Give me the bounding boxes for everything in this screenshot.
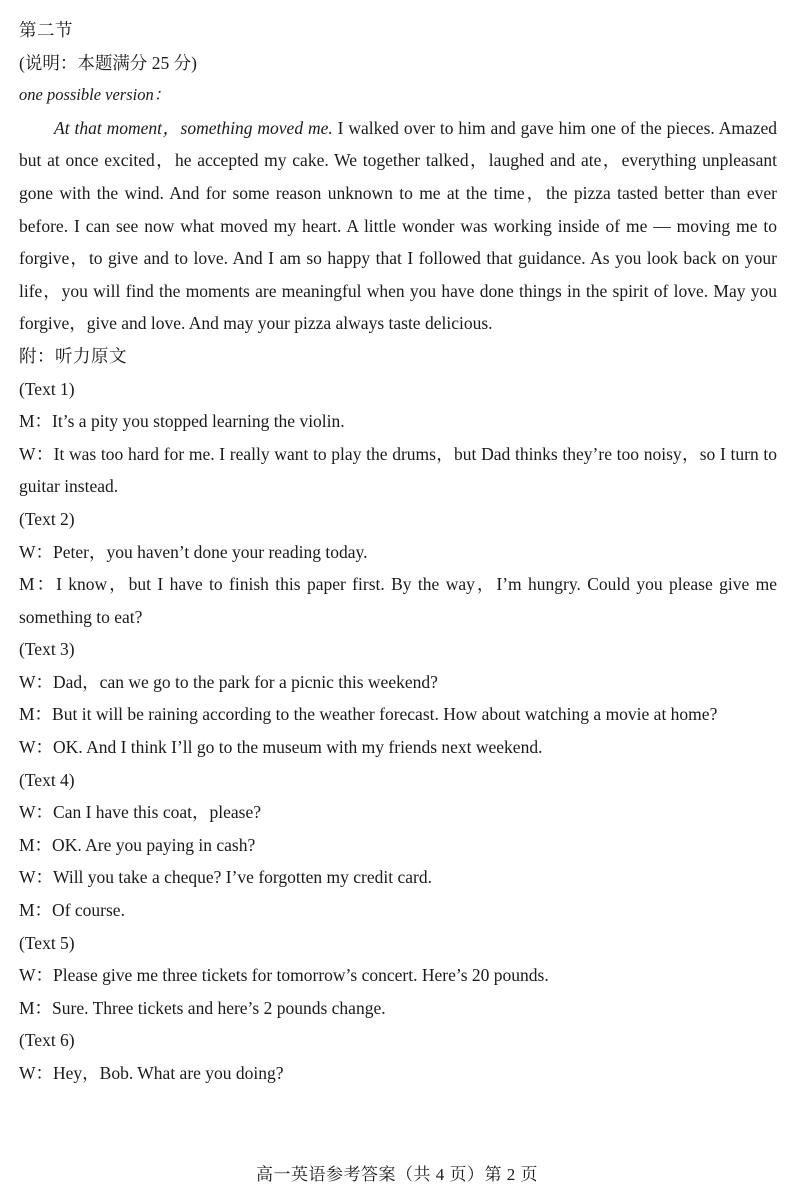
appendix-title: 附：听力原文 — [19, 345, 127, 366]
version-label: one possible version： — [19, 85, 171, 105]
text-label: (Text 5) — [19, 932, 75, 953]
dialogue-line: M：OK. Are you paying in cash? — [19, 834, 256, 855]
dialogue-line: W：Hey，Bob. What are you doing? — [19, 1063, 284, 1083]
dialogue-line: M：It’s a pity you stopped learning the violin. — [19, 411, 345, 432]
dialogue-line: W：Peter，you haven’t done your reading today. — [19, 541, 368, 562]
dialogue-line: W：OK. And I think I’ll go to the museum with my friends next weekend. — [19, 737, 543, 758]
dialogue-line: W：Please give me three tickets for tomorrow’s concert. Here’s 20 pounds. — [19, 965, 549, 986]
essay-paragraph — [19, 112, 777, 340]
text-label: (Text 2) — [19, 508, 75, 529]
essay-body: I walked over to him and gave him one of the pieces. Amazed but at once excited，he accepted my cake. We together talked，laughed and ate，everything unpleasant gone with the wind. And for some reason unknown to me at the time，the pizza tasted better than ever before. I can see now what moved my heart. A little wonder was working inside of me — moving me to forgive，to give and to love. And I am so happy that I followed that guidance. As you look back on your life，you will find the moments are meaningful when you have done things in the spirit of love. May you forgive，give and love. And may your pizza always taste delicious. — [19, 117, 778, 334]
dialogue-line: M：But it will be raining according to the weather forecast. How about watching a movie at home? — [19, 704, 718, 725]
essay-italic-opening: At that moment，something moved me. — [54, 117, 333, 138]
dialogue-line: W：Can I have this coat，please? — [19, 802, 261, 823]
text-label: (Text 4) — [19, 769, 75, 790]
text-label: (Text 1) — [19, 378, 75, 399]
text-label: (Text 6) — [19, 1030, 75, 1051]
dialogue-line: W：Dad，can we go to the park for a picnic this weekend? — [19, 671, 438, 692]
text-label: (Text 3) — [19, 639, 75, 660]
dialogue-line: M：Sure. Three tickets and here’s 2 pounds change. — [19, 997, 386, 1018]
dialogue-line: M：Of course. — [19, 900, 125, 921]
page-content — [19, 14, 777, 1090]
dialogue-line: M：I know，but I have to finish this paper first. By the way，I’m hungry. Could you please give me something to eat? — [19, 574, 777, 627]
section-title: 第二节 — [19, 20, 73, 40]
score-note: (说明：本题满分 25 分) — [19, 52, 197, 73]
dialogue-line: W：Will you take a cheque? I’ve forgotten my credit card. — [19, 867, 432, 888]
dialogue-line: W：It was too hard for me. I really want to play the drums，but Dad thinks they’re too noisy，so I turn to guitar instead. — [19, 443, 777, 497]
page-footer: 高一英语参考答案（共 4 页）第 2 页 — [256, 1165, 538, 1184]
